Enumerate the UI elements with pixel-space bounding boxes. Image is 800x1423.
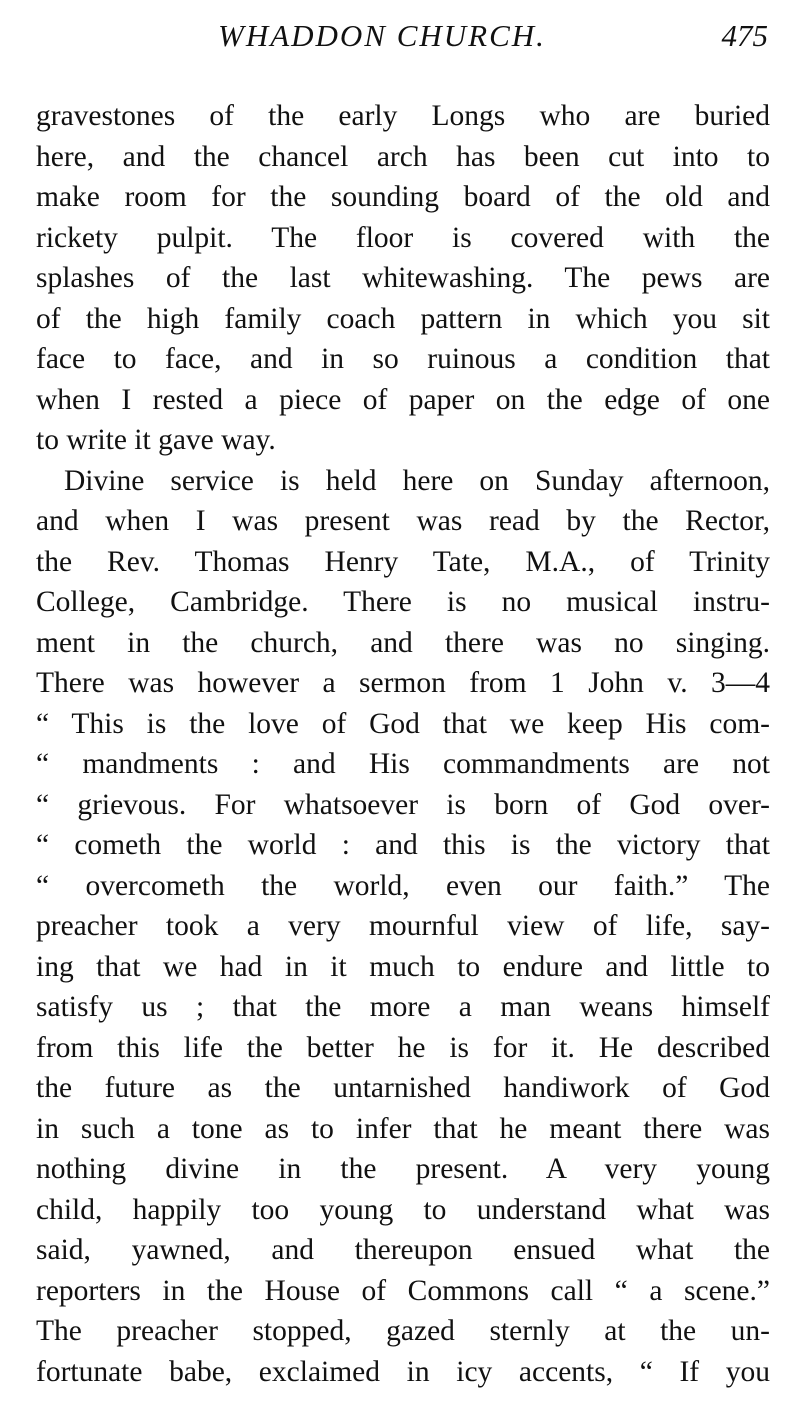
text-line: ment in the church, and there was no singing.: [36, 626, 770, 659]
text-line: make room for the sounding board of the old and: [36, 181, 770, 213]
quote-line: “ cometh the world : and this is the victory that: [36, 829, 770, 861]
text-line: when I rested a piece of paper on the edge of one: [36, 383, 770, 416]
text-line: nothing divine in the present. A very young: [36, 1153, 770, 1185]
running-title: WHADDON CHURCH.: [218, 18, 546, 53]
text-line: the Rev. Thomas Henry Tate, M.A., of Trinity: [36, 545, 770, 578]
text-line: to write it gave way.: [36, 424, 276, 456]
text-line: preacher took a very mournful view of life, say-: [36, 910, 770, 942]
text-line: the future as the untarnished handiwork of God: [36, 1072, 770, 1104]
text-line: said, yawned, and thereupon ensued what the: [36, 1234, 770, 1266]
text-line: here, and the chancel arch has been cut into to: [36, 140, 770, 173]
text-line: ing that we had in it much to endure and little to: [36, 950, 770, 983]
text-line: There was however a sermon from 1 John v. 3—4: [36, 667, 770, 699]
quote-line: “ mandments : and His commandments are not: [36, 748, 770, 780]
text-line: fortunate babe, exclaimed in icy accents, “ If you: [36, 1355, 770, 1388]
text-line: College, Cambridge. There is no musical instru-: [36, 586, 770, 618]
text-line: gravestones of the early Longs who are buried: [36, 100, 770, 132]
text-line: splashes of the last whitewashing. The pews are: [36, 262, 770, 294]
quote-line: “ grievous. For whatsoever is born of God over-: [36, 788, 770, 821]
text-line: reporters in the House of Commons call “ a scene.”: [36, 1274, 770, 1307]
paragraph-start-line: Divine service is held here on Sunday afternoon,: [64, 464, 770, 497]
page-number: 475: [721, 18, 768, 53]
text-line: child, happily too young to understand what was: [36, 1193, 770, 1226]
text-line: face to face, and in so ruinous a condition that: [36, 343, 770, 375]
quote-line: “ This is the love of God that we keep His com-: [36, 707, 770, 740]
text-line: in such a tone as to infer that he meant there was: [36, 1112, 770, 1145]
text-line: from this life the better he is for it. He described: [36, 1031, 770, 1064]
body-text: [36, 96, 770, 1392]
text-line: rickety pulpit. The floor is covered with the: [36, 221, 770, 254]
text-line: satisfy us ; that the more a man weans himself: [36, 991, 770, 1023]
text-line: of the high family coach pattern in which you sit: [36, 302, 770, 335]
text-line: and when I was present was read by the Rector,: [36, 505, 770, 537]
text-line: The preacher stopped, gazed sternly at the un-: [36, 1315, 770, 1347]
page-header: [0, 18, 800, 58]
quote-line: “ overcometh the world, even our faith.” The: [36, 869, 770, 902]
